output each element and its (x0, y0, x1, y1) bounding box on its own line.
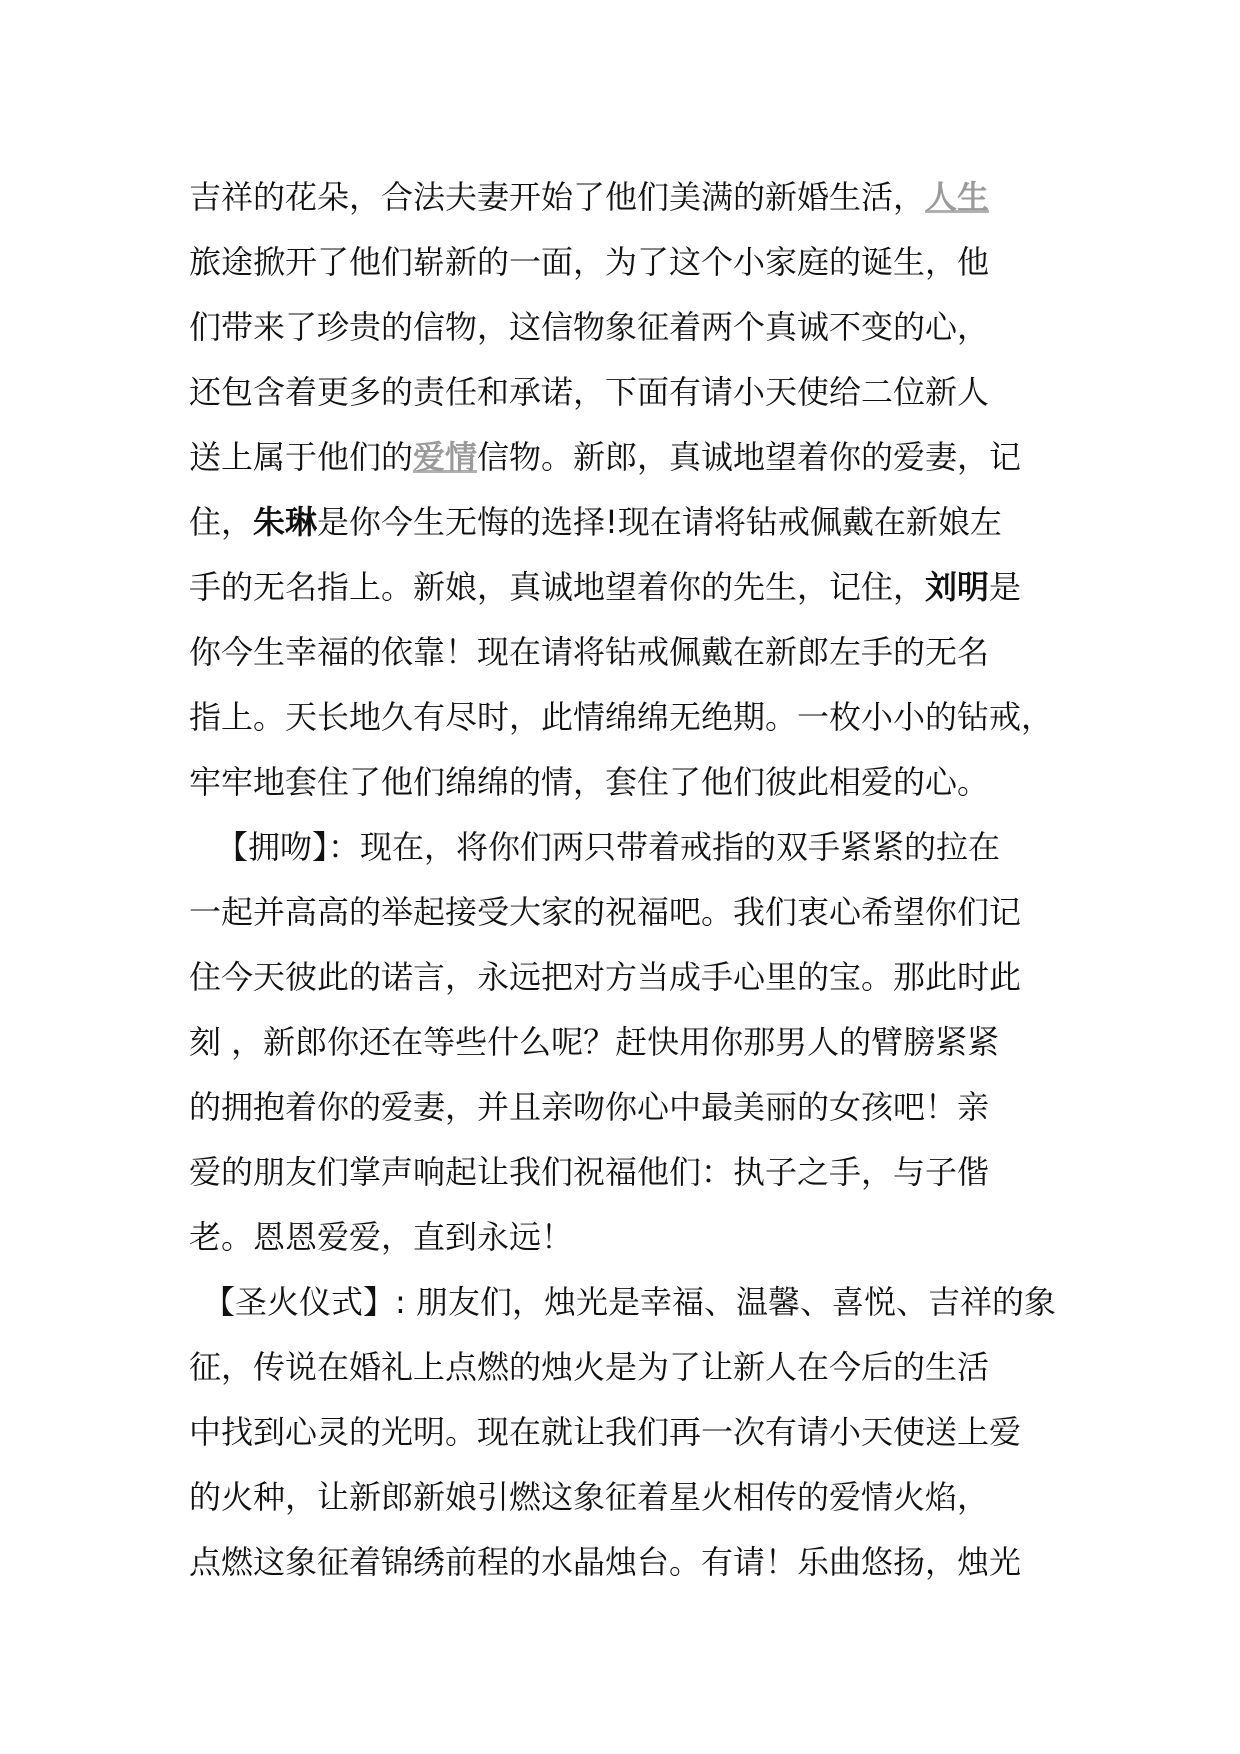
text-line (189, 1335, 1129, 1400)
text-run: 住今天彼此的诺言，永远把对方当成手心里的宝。那此时此 (189, 958, 1022, 996)
text-run: 指上。天长地久有尽时，此情绵绵无绝期。一枚小小的钻戒， (189, 698, 1054, 736)
text-run: 【拥吻】：现在，将你们两只带着戒指的双手紧紧的拉在 (216, 828, 1001, 866)
paragraph-start-hug (189, 815, 1129, 880)
text-run: 中找到心灵的光明。现在就让我们再一次有请小天使送上爱 (189, 1413, 1022, 1451)
text-line (189, 230, 1129, 295)
text-line (189, 555, 1129, 620)
text-run: 爱的朋友们掌声响起让我们祝福他们：执子之手，与子偕 (189, 1153, 990, 1191)
paragraph-start-fire (189, 1270, 1129, 1335)
text-line (189, 165, 1129, 230)
text-line (189, 880, 1129, 945)
text-run: 还包含着更多的责任和承诺，下面有请小天使给二位新人 (189, 373, 990, 411)
text-line (189, 1465, 1129, 1530)
text-run: 们带来了珍贵的信物，这信物象征着两个真诚不变的心， (189, 308, 990, 346)
text-line (189, 1010, 1129, 1075)
text-run: 老。恩恩爱爱，直到永远！ (189, 1218, 574, 1256)
text-run: 牢牢地套住了他们绵绵的情，套住了他们彼此相爱的心。 (189, 763, 990, 801)
text-line (189, 685, 1129, 750)
text-line (189, 295, 1129, 360)
text-line (189, 620, 1129, 685)
text-line (189, 1140, 1129, 1205)
text-run: 信物。新郎，真诚地望着你的爱妻，记 (477, 438, 1022, 476)
text-line (189, 360, 1129, 425)
groom-name: 刘明 (925, 568, 990, 606)
text-run: 手的无名指上。新娘，真诚地望着你的先生，记住， (189, 568, 926, 606)
text-line (189, 945, 1129, 1010)
text-run: 是你今生无悔的选择!现在请将钻戒佩戴在新娘左 (317, 503, 1002, 541)
text-line (189, 750, 1129, 815)
text-run: 【圣火仪式】: 朋友们，烛光是幸福、温馨、喜悦、吉祥的象 (203, 1283, 1056, 1321)
bride-name: 朱琳 (253, 503, 318, 541)
text-run: 的火种，让新郎新娘引燃这象征着星火相传的爱情火焰， (189, 1478, 990, 1516)
text-line (189, 490, 1129, 555)
link-aiqing[interactable]: 爱情 (413, 438, 478, 476)
text-run: 一起并高高的举起接受大家的祝福吧。我们衷心希望你们记 (189, 893, 1022, 931)
text-run: 吉祥的花朵，合法夫妻开始了他们美满的新婚生活， (189, 178, 926, 216)
text-run: 住， (189, 503, 254, 541)
text-run: 送上属于他们的 (189, 438, 414, 476)
text-run: 刻 ，新郎你还在等些什么呢？赶快用你那男人的臂膀紧紧 (189, 1023, 1000, 1061)
body-text (189, 165, 1129, 1595)
link-rensheng[interactable]: 人生 (925, 178, 990, 216)
text-line (189, 1530, 1129, 1595)
text-run: 点燃这象征着锦绣前程的水晶烛台。有请！乐曲悠扬，烛光 (189, 1543, 1022, 1581)
text-line (189, 425, 1129, 490)
text-run: 的拥抱着你的爱妻，并且亲吻你心中最美丽的女孩吧！亲 (189, 1088, 990, 1126)
text-line (189, 1205, 1129, 1270)
text-run: 是 (989, 568, 1022, 606)
text-line (189, 1400, 1129, 1465)
text-run: 旅途掀开了他们崭新的一面，为了这个小家庭的诞生，他 (189, 243, 990, 281)
text-run: 征，传说在婚礼上点燃的烛火是为了让新人在今后的生活 (189, 1348, 990, 1386)
text-line (189, 1075, 1129, 1140)
text-run: 你今生幸福的依靠！现在请将钻戒佩戴在新郎左手的无名 (189, 633, 990, 671)
